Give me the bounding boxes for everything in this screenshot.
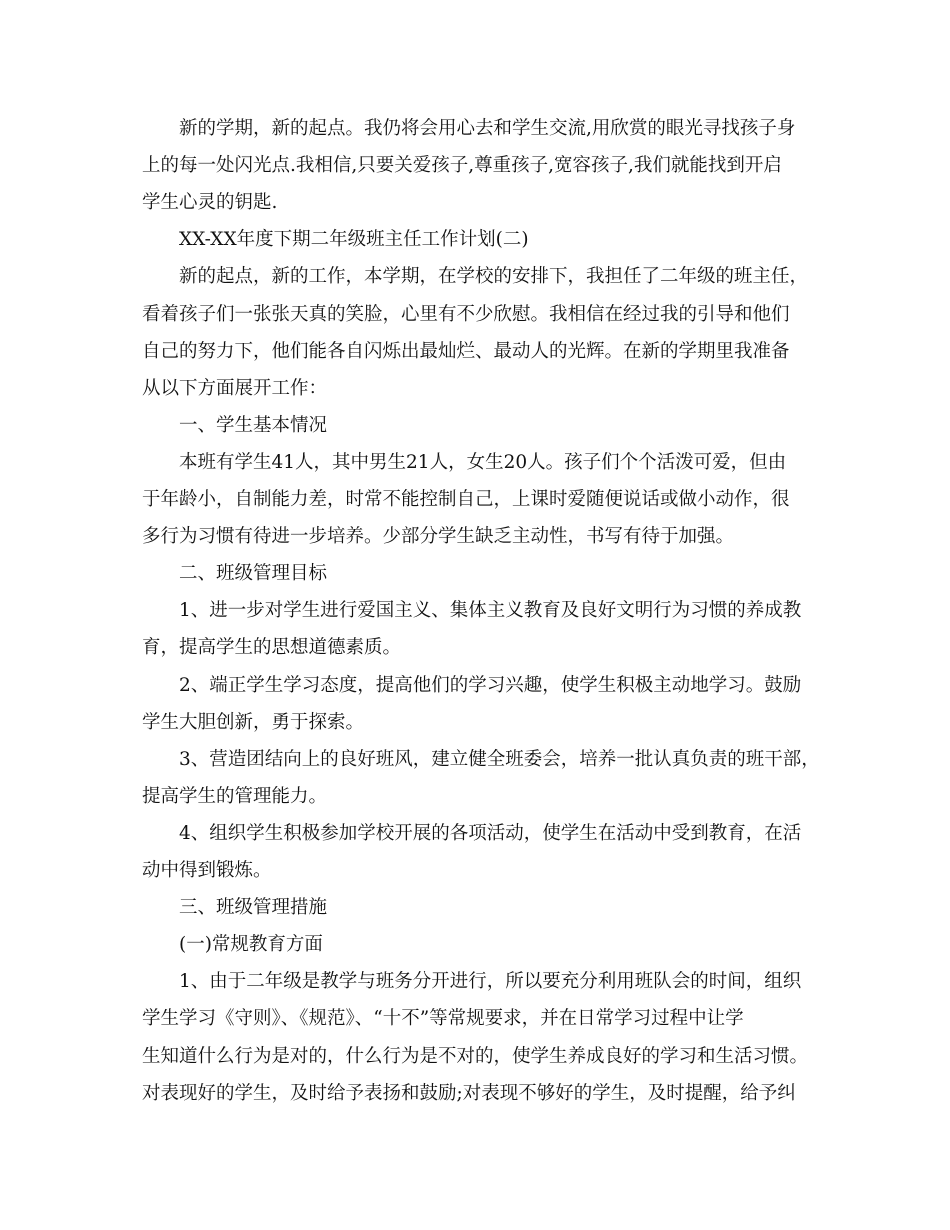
text-line: 2、端正学生学习态度，提高他们的学习兴趣，使学生积极主动地学习。鼓励 bbox=[179, 674, 802, 696]
text-line: 学生学习《守则》、《规范》、“十不”等常规要求，并在日常学习过程中让学 bbox=[142, 1008, 744, 1030]
text-line: 4、组织学生积极参加学校开展的各项活动，使学生在活动中受到教育，在活 bbox=[179, 822, 802, 844]
text-line: 3、营造团结向上的良好班风，建立健全班委会，培养一批认真负责的班干部， bbox=[179, 748, 820, 770]
text-line: 自己的努力下，他们能各自闪烁出最灿烂、最动人的光辉。在新的学期里我准备 bbox=[142, 340, 790, 362]
text-line: 从以下方面展开工作： bbox=[142, 377, 328, 399]
text-line: 于年龄小，自制能力差，时常不能控制自己，上课时爱随便说话或做小动作，很 bbox=[142, 489, 790, 510]
text-line: 对表现好的学生，及时给予表扬和鼓励;对表现不够好的学生，及时提醒，给予纠 bbox=[142, 1082, 796, 1104]
text-line: 新的起点，新的工作，本学期，在学校的安排下，我担任了二年级的班主任， bbox=[179, 266, 809, 288]
text-line: 上的每一处闪光点.我相信,只要关爱孩子,尊重孩子,宽容孩子,我们就能找到开启 bbox=[142, 155, 782, 177]
text-line: 动中得到锻炼。 bbox=[142, 860, 272, 881]
text-line: 二、班级管理目标 bbox=[179, 563, 328, 585]
text-line: 提高学生的管理能力。 bbox=[142, 785, 328, 807]
text-line: 新的学期，新的起点。我仍将会用心去和学生交流,用欣赏的眼光寻找孩子身 bbox=[179, 118, 796, 139]
text-line: 多行为习惯有待进一步培养。少部分学生缺乏主动性，书写有待于加强。 bbox=[142, 526, 735, 548]
text-line: 1、由于二年级是教学与班务分开进行，所以要充分利用班队会的时间，组织 bbox=[179, 971, 802, 993]
text-line: 看着孩子们一张张天真的笑脸，心里有不少欣慰。我相信在经过我的引导和他们 bbox=[142, 303, 790, 325]
text-line: 生知道什么行为是对的，什么行为是不对的，使学生养成良好的学习和生活习惯。 bbox=[142, 1045, 809, 1067]
text-line: 三、班级管理措施 bbox=[179, 897, 328, 919]
text-line: 一、学生基本情况 bbox=[179, 414, 328, 436]
text-line: 学生大胆创新，勇于探索。 bbox=[142, 711, 365, 733]
text-line: 学生心灵的钥匙. bbox=[142, 192, 278, 214]
text-line: 1、进一步对学生进行爱国主义、集体主义教育及良好文明行为习惯的养成教 bbox=[179, 600, 802, 622]
text-line: 本班有学生41人，其中男生21人，女生20人。孩子们个个活泼可爱，但由 bbox=[179, 451, 787, 473]
text-line: XX-XX年度下期二年级班主任工作计划(二) bbox=[179, 229, 529, 251]
text-line: 育，提高学生的思想道德素质。 bbox=[142, 637, 402, 659]
text-line: (一)常规教育方面 bbox=[179, 934, 323, 956]
